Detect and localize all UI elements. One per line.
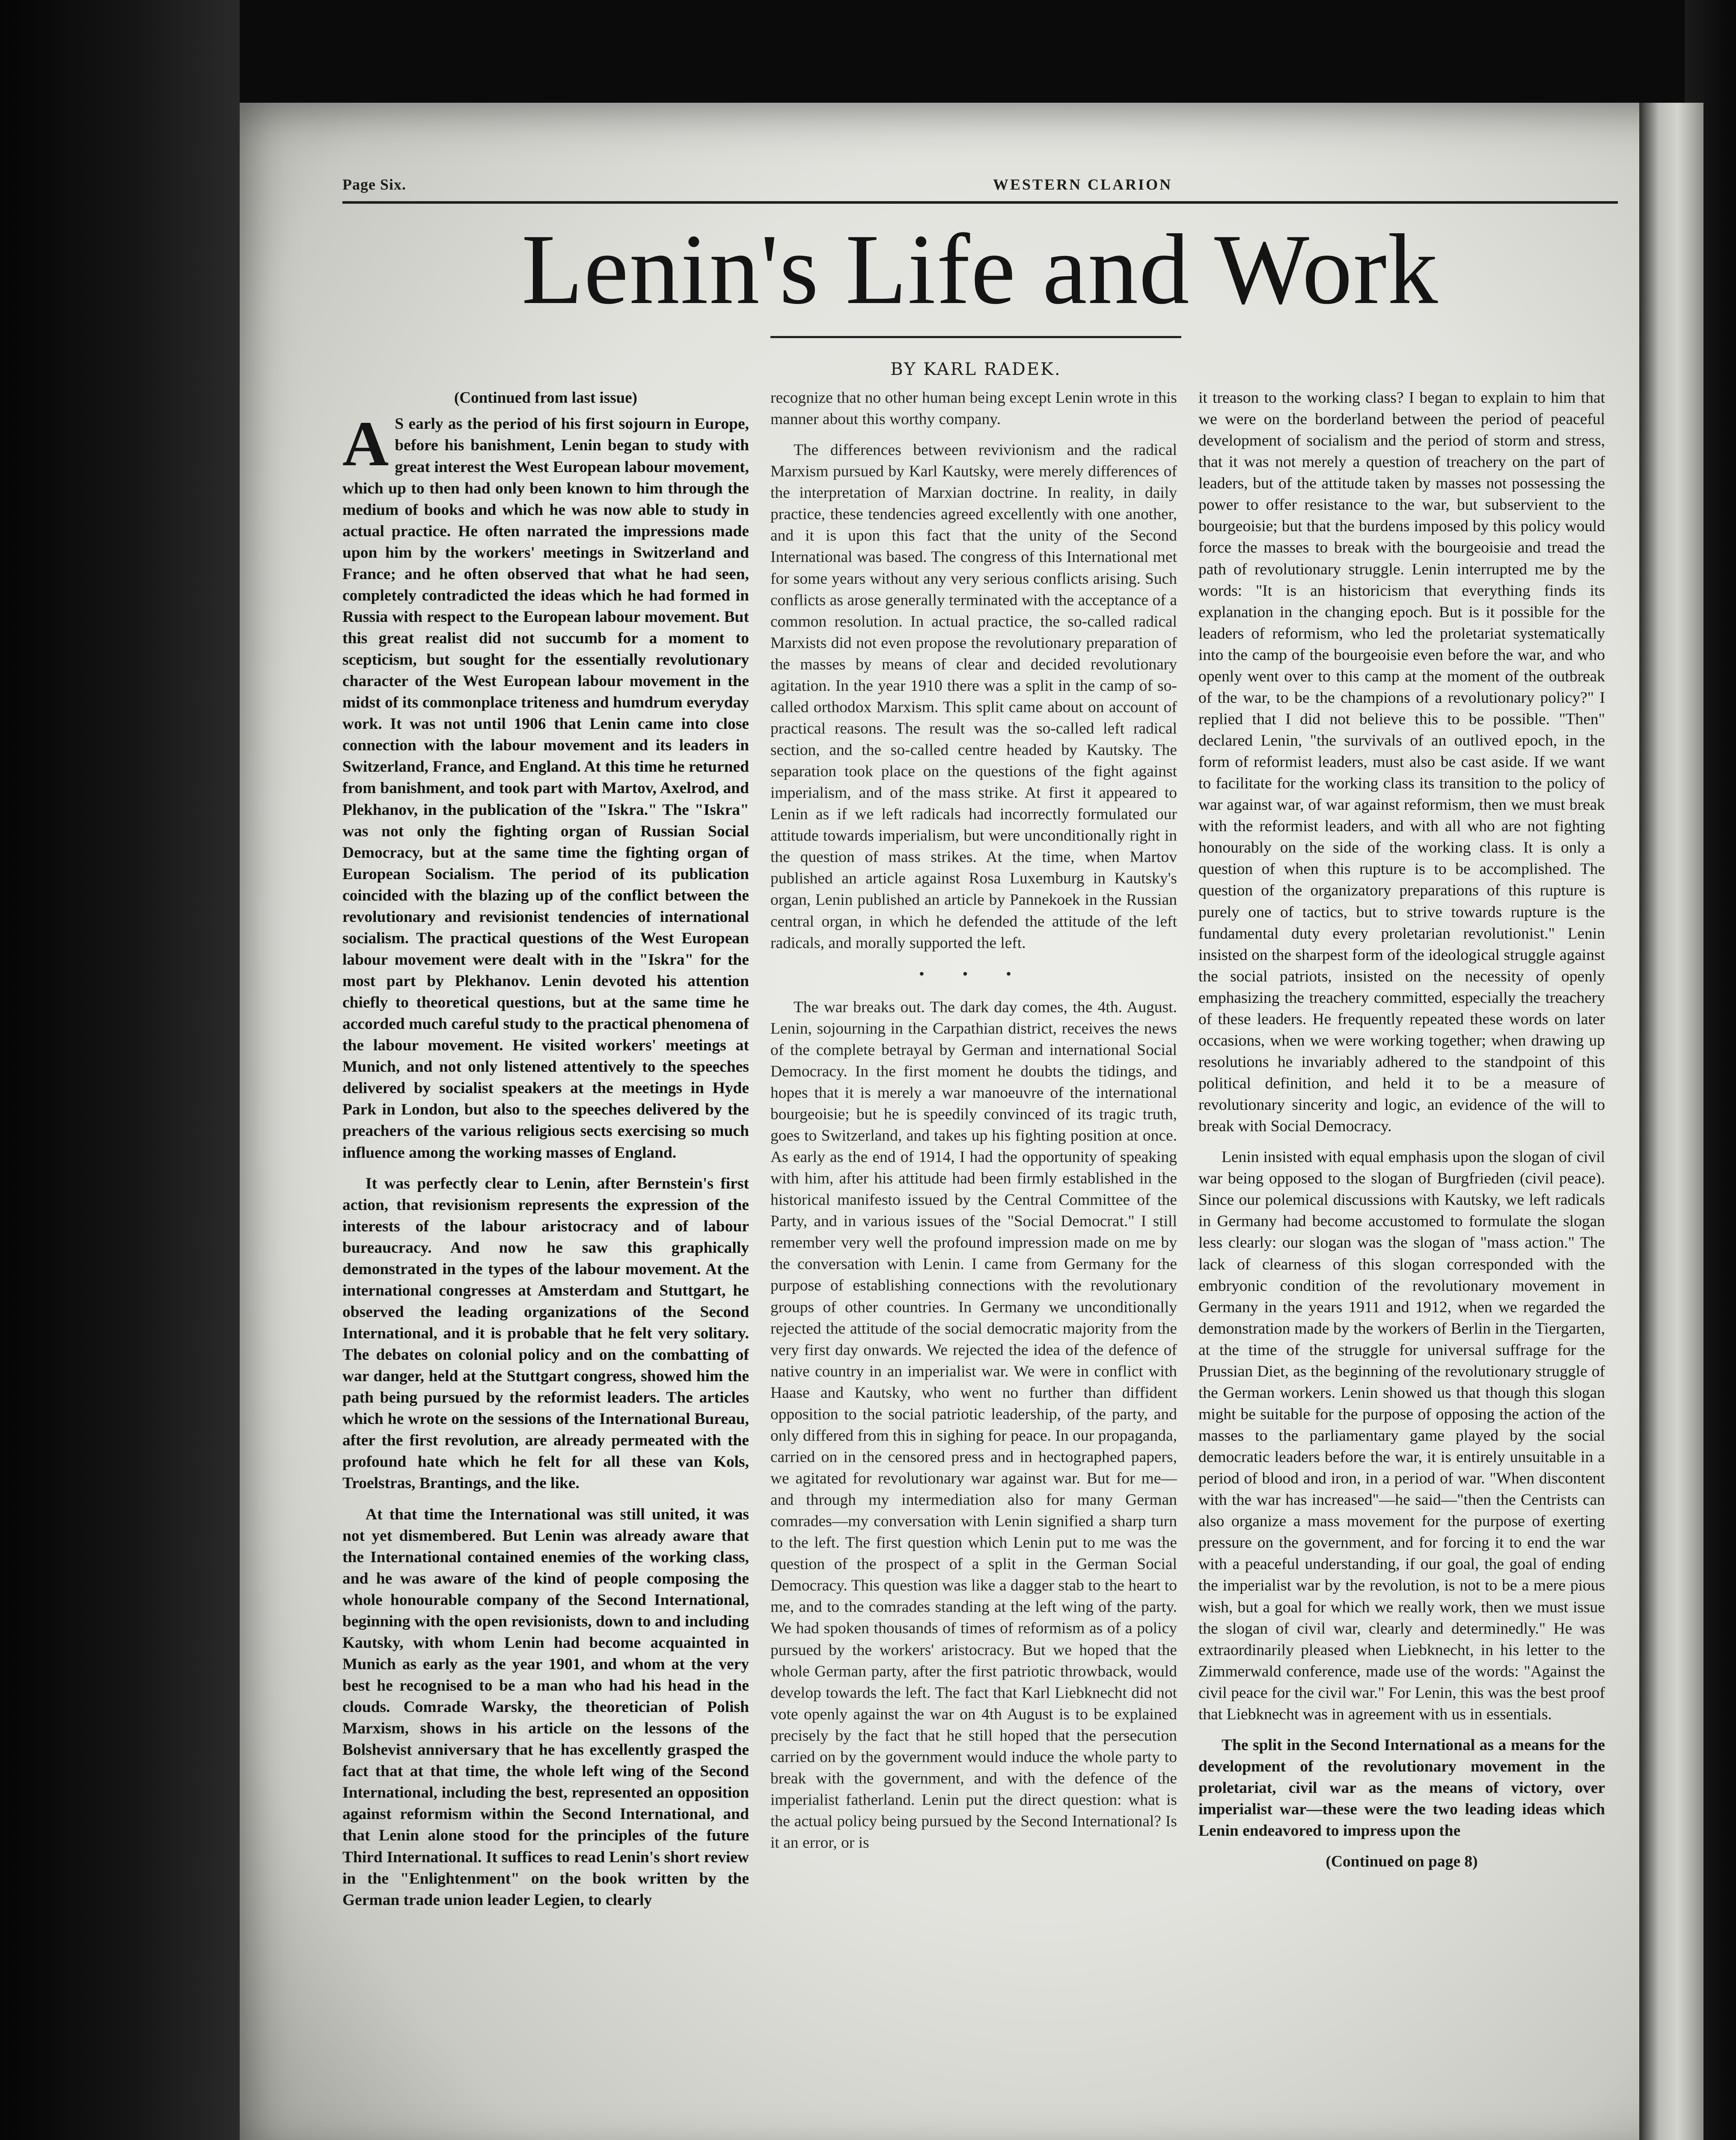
column-2 [770, 387, 1177, 2140]
continued-on-note: (Continued on page 8) [1326, 1853, 1478, 1871]
adjacent-page-edge [1639, 103, 1703, 2140]
section-break: • • • [919, 965, 1029, 982]
film-border-left [0, 0, 240, 2140]
masthead [342, 175, 1618, 204]
article-title: Lenin's Life and Work [521, 214, 1439, 325]
continued-from-note: (Continued from last issue) [454, 389, 637, 407]
drop-cap: A [342, 408, 389, 480]
paragraph: Lenin insisted with equal emphasis upon the slogan of civil war being opposed to the slogan of Burgfrieden (civil peace). Since our polemical discussions with Kautsky, we left radicals in Germany had become accustomed to formulate the slogan less clearly: our slogan was the slogan of "mass action." The lack of clearness of this slogan corresponded with the embryonic condition of the revolutionary movement in Germany in the years 1911 and 1912, when we regarded the demonstration made by the workers of Berlin in the Tiergarten, at the time of the struggle for universal suffrage for the Prussian Diet, as the beginning of the revolutionary struggle of the German workers. Lenin showed us that though this slogan might be suitable for the purpose of opposing the action of the masses to the parliamentary game played by the social democratic leaders before the war, it is entirely unsuitable in a period of blood and iron, in a period of war. "When discontent with the war has increased"—he said—"then the Centrists can also organize a mass movement for the purpose of exerting pressure on the government, and for forcing it to end the war with a peaceful understanding, if our goal, the goal of ending the imperialist war by the revolution, is not to be a mere pious wish, but a goal for which we really work, then we must issue the slogan of civil war, clearly and determinedly." He was extraordinarily pleased when Liebknecht, in his letter to the Zimmerwald conference, made use of the words: "Against the civil peace for the civil war." For Lenin, this was the best proof that Liebknecht was in agreement with us in essentials. [1198, 1148, 1605, 1723]
paragraph: The split in the Second International as a means for the development of the revolutionary movement in the proletariat, civil war as the means of victory, over imperialist war—these were the two leading ideas which Lenin endeavored to impress upon the [1198, 1736, 1605, 1840]
paragraph: The differences between revivionism and the radical Marxism pursued by Karl Kautsky, were merely differences of the interpretation of Marxian doctrine. In reality, in daily practice, these tendencies agreed excellently with one another, and it is upon this fact that the unity of the Second International was based. The congress of this International met for some years without any very serious conflicts arising. Such conflicts as arose generally terminated with the acceptance of a common resolution. In actual practice, the so-called radical Marxists did not even propose the revolutionary preparation of the masses by means of clear and decided revolutionary agitation. In the year 1910 there was a split in the camp of so-called orthodox Marxism. This split came about on account of practical reasons. The result was the so-called left radical section, and the so-called centre headed by Kautsky. The separation took place on the questions of the fight against imperialism, and of the mass strike. At first it appeared to Lenin as if we left radicals had incorrectly formulated our attitude towards imperialism, but were unconditionally right in the question of mass strikes. At the time, when Martov published an article against Rosa Luxemburg in Kautsky's organ, Lenin published an article by Pannekoek in the Russian central organ, in which he defended the attitude of the left radicals, and morally supported the left. [770, 441, 1177, 952]
column-3 [1198, 387, 1605, 2140]
paragraph: recognize that no other human being except Lenin wrote in this manner about this worthy company. [770, 389, 1177, 428]
paragraph: It was perfectly clear to Lenin, after Bernstein's first action, that revisionism represents the expression of the interests of the labour aristocracy and of labour bureaucracy. And now he saw this graphically demonstrated in the types of the labour movement. At the international congresses at Amsterdam and Stuttgart, he observed the leading organizations of the Second International, and it is probable that he felt very solitary. The debates on colonial policy and on the combatting of war danger, held at the Stuttgart congress, showed him the path being pursued by the reformist leaders. The articles which he wrote on the sessions of the International Bureau, after the first revolution, are already permeated with the profound hate which he felt for all these van Kols, Troelstras, Brantings, and the like. [342, 1174, 749, 1492]
paragraph: At that time the International was still united, it was not yet dismembered. But Lenin was already aware that the International contained enemies of the working class, and he was aware of the kind of people composing the whole honourable company of the Second International, beginning with the open revisionists, down to and including Kautsky, with whom Lenin had become acquainted in Munich as early as the year 1901, and whom at the very best he recognised to be a man who had his head in the clouds. Comrade Warsky, the theoretician of Polish Marxism, shows in his article on the lessons of the Bolshevist anniversary that he has excellently grasped the fact that at that time, the whole left wing of the Second International, including the best, represented an opposition against reformism within the Second International, and that Lenin alone stood for the principles of the future Third International. It suffices to read Lenin's short review in the "Enlightenment" on the book written by the German trade union leader Legien, to clearly [342, 1505, 749, 1909]
paragraph-text: S early as the period of his first sojourn in Europe, before his banishment, Lenin began to study with great interest the West European labour movement, which up to then had only been known to him through the medium of books and which he was now able to study in actual practice. He often narrated the impressions made upon him by the workers' meetings in Switzerland and France; and he often observed that what he had seen, completely contradicted the ideas which he had formed in Russia with respect to the European labour movement. But this great realist did not succumb for a moment to scepticism, but sought for the essentially revolutionary character of the West European labour movement in the midst of its commonplace triteness and humdrum everyday work. It was not until 1906 that Lenin came into close connection with the labour movement and its leaders in Switzerland, France, and England. At this time he returned from banishment, and took part with Martov, Axelrod, and Plekhanov, in the publication of the "Iskra." The "Iskra" was not only the fighting organ of Russian Social Democracy, but at the same time the fighting organ of European Socialism. The period of its publication coincided with the blazing up of the conflict between the revolutionary and revisionist tendencies of international socialism. The practical questions of the West European labour movement were dealt with in the "Iskra" for the most part by Plekhanov. Lenin devoted his attention chiefly to theoretical questions, but at the same time he accorded much careful study to the practical phenomena of the labour movement. He visited workers' meetings at Munich, and not only listened attentively to the speeches delivered by socialist speakers at the meetings in Hyde Park in London, but also to the speeches delivered by the preachers of the various religious sects exercising so much influence among the working masses of England. [342, 415, 749, 1162]
newspaper-page [240, 103, 1703, 2140]
paragraph [342, 408, 749, 1163]
paragraph: it treason to the working class? I began to explain to him that we were on the borderland between the period of peaceful development of socialism and the period of storm and stress, that it was not merely a question of treachery on the part of leaders, but of the attitude taken by masses not possessing the power to offer resistance to the war, but subservient to the bourgeoisie; but that the burdens imposed by this policy would force the masses to break with the bourgeoisie and tread the path of revolutionary struggle. Lenin interrupted me by the words: "It is an historicism that everything finds its explanation in the changing epoch. But is it possible for the leaders of reformism, who led the proletariat systematically into the camp of the bourgeoisie even before the war, and who openly went over to this camp at the moment of the outbreak of the war, to be the champions of a revolutionary policy?" I replied that I did not believe this to be possible. "Then" declared Lenin, "the survivals of an outlived epoch, in the form of reformist leaders, must also be cast aside. If we want to facilitate for the working class its transition to the policy of war against war, of war against reformism, then we must break with the reformist leaders, and with all who are not fighting honourably on the side of the working class. It is only a question of when this rupture is to be accomplished. The question of the organizatory preparations of this rupture is purely one of tactics, but to strive towards rupture is the fundamental duty every proletarian revolutionist." Lenin insisted on the sharpest form of the ideological struggle against the social patriots, insisted on the necessity of openly emphasizing the treachery committed, especially the treachery of these leaders. He frequently repeated these words on later occasions, when we were working together; when drawing up resolutions he invariably adhered to the standpoint of this political definition, and held it to be a measure of revolutionary sincerity and logic, an evidence of the will to break with Social Democracy. [1198, 389, 1605, 1135]
column-1 [342, 387, 749, 2140]
paper-name: WESTERN CLARION [993, 176, 1173, 193]
page-number: Page Six. [342, 176, 406, 193]
article-byline: BY KARL RADEK. [890, 360, 1061, 379]
title-rule [770, 336, 1181, 338]
paragraph: The war breaks out. The dark day comes, the 4th. August. Lenin, sojourning in the Carpathian district, receives the news of the complete betrayal by German and international Social Democracy. In the first moment he doubts the tidings, and hopes that it is merely a war manoeuvre of the international bourgeoisie; but he is speedily convinced of its tragic truth, goes to Switzerland, and takes up his fighting position at once. As early as the end of 1914, I had the opportunity of speaking with him, after his attitude had been firmly established in the historical manifesto issued by the Central Committee of the Party, and in various issues of the "Social Democrat." I still remember very well the profound impression made on me by the conversation with Lenin. I came from Germany for the purpose of establishing connections with the revolutionary groups of other countries. In Germany we unconditionally rejected the attitude of the social democratic majority from the very first day onwards. We rejected the idea of the defence of native country in an imperialist war. We were in conflict with Haase and Kautsky, who went no further than diffident opposition to the social patriotic leadership, of the party, and only differed from this in sighing for peace. In our propaganda, carried on in the censored press and in hectographed papers, we agitated for revolutionary war against war. But for me—and through my intermediation also for many German comrades—my conversation with Lenin signified a sharp turn to the left. The first question which Lenin put to me was the question of the prospect of a split in the German Social Democracy. This question was like a dagger stab to the heart to me, and to the comrades standing at the left wing of the party. We had spoken thousands of times of reformism as of a policy pursued by the workers' aristocracy. But we hoped that the whole German party, after the first patriotic throwback, would develop towards the left. The fact that Karl Liebknecht did not vote openly against the war on 4th August is to be explained precisely by the fact that he still hoped that the persecution carried on by the government would induce the whole party to break with the government, and with the defence of the imperialist fatherland. Lenin put the direct question: what is the actual policy being pursued by the Second International? Is it an error, or is [770, 998, 1177, 1852]
